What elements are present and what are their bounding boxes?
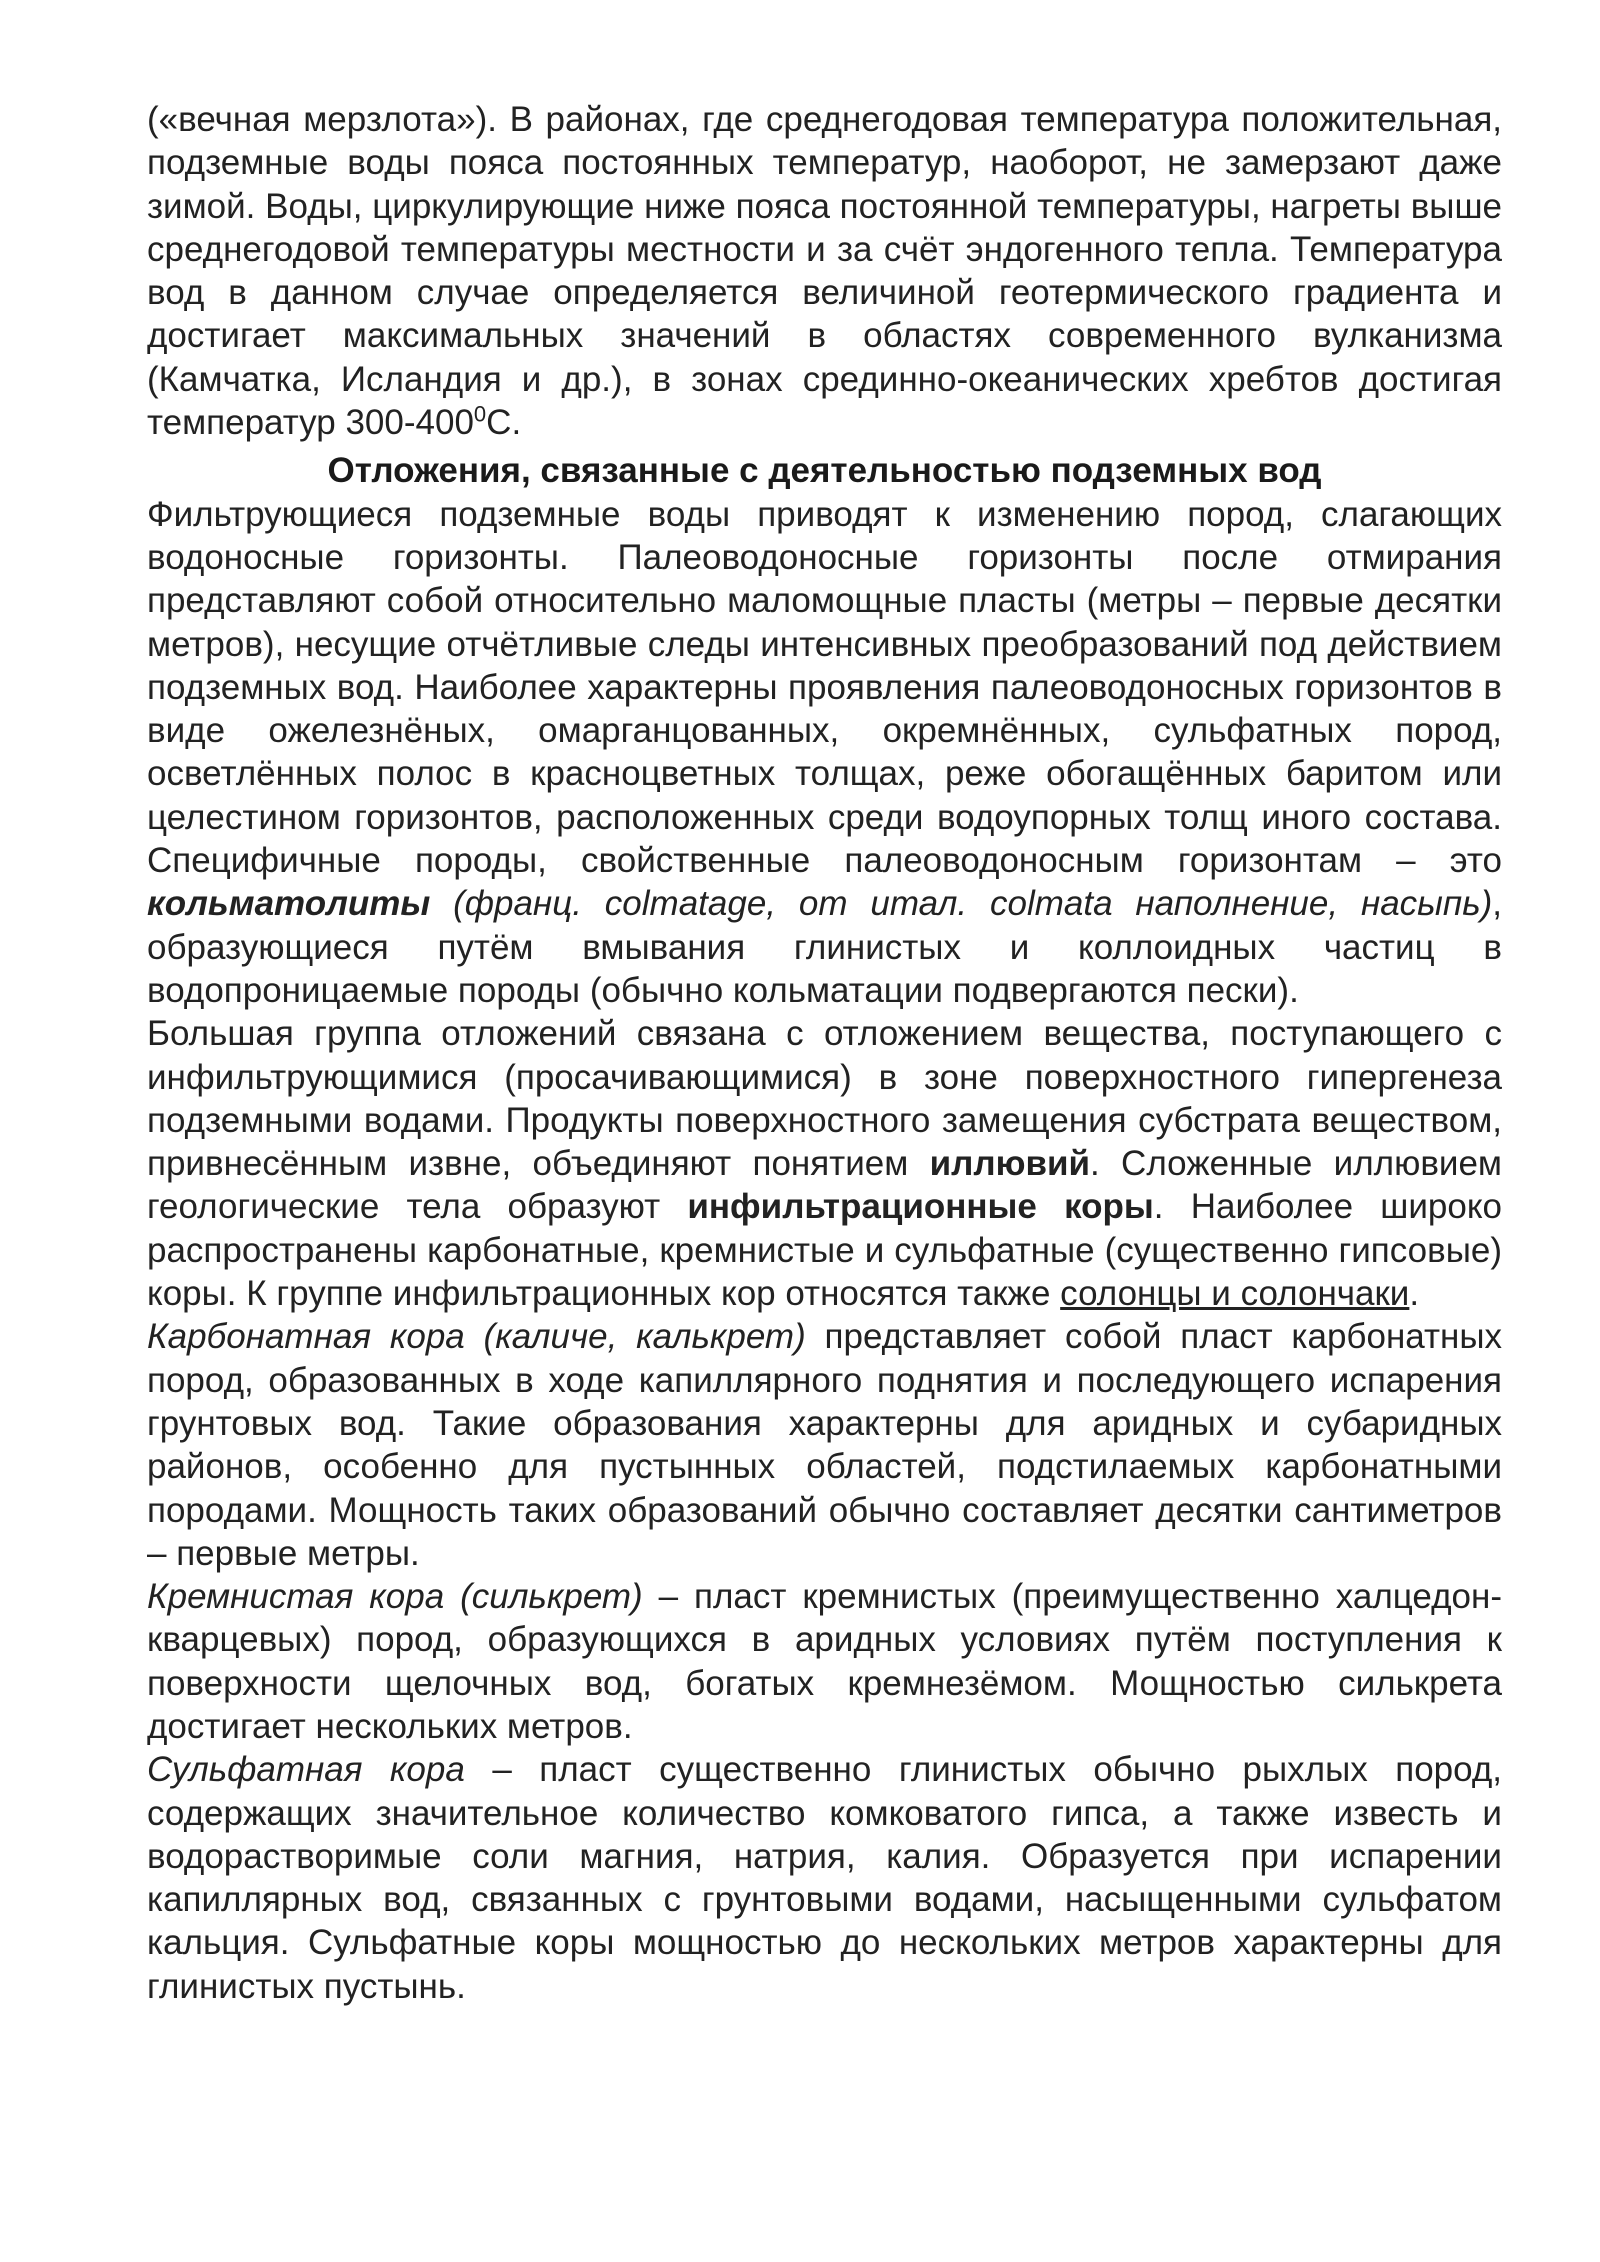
paragraph-permafrost-temperature [147,98,1502,444]
paragraph-text: («вечная мерзлота»). В районах, где среднегодовая температура положительная, подземные воды пояса постоянных температур, наоборот, не замерзают даже зимой. Воды, циркулирующие ниже пояса постоянной температуры, нагреты выше среднегодовой температуры местности и за счёт эндогенного тепла. Температура вод в данном случае определяется величиной геотермического градиента и достигает максимальных значений в областях современного вулканизма (Камчатка, Исландия и др.), в зонах срединно-океанических хребтов достигая температур 300-400 [147,100,1502,443]
term-carbonate-crust: Карбонатная кора (каличе, калькрет) [147,1317,806,1357]
paragraph-text: Фильтрующиеся подземные воды приводят к изменению пород, слагающих водоносные горизонты. Палеоводоносные горизонты после отмирания представляют собой относительно маломощные пласты (метры – первые десятки метров), несущие отчётливые следы интенсивных преобразований под действием подземных вод. Наиболее характерны проявления палеоводоносных горизонтов в виде ожелезнёных, омарганцованных, окремнённых, сульфатных пород, осветлённых полос в красноцветных толщах, реже обогащённых баритом или целестином горизонтов, расположенных среди водоупорных толщ иного состава. Специфичные породы, свойственные палеоводоносным горизонтам – это [147,494,1502,881]
paragraph-text: – пласт существенно глинистых обычно рыхлых пород, содержащих значительное количество комковатого гипса, а также известь и водорастворимые соли магния, натрия, калия. Образуется при испарении капиллярных вод, связанных с грунтовыми водами, насыщенными сульфатом кальция. Сульфатные коры мощностью до нескольких метров характерны для глинистых пустынь. [147,1750,1502,2006]
paragraph-text: . Сложенные иллювием геологические тела образуют [147,1144,1502,1227]
term-kolmatolity: кольматолиты [147,884,431,924]
document-page [147,98,1502,2008]
paragraph-sulfate-crust [147,1748,1502,2008]
paragraph-carbonate-crust [147,1315,1502,1575]
paragraph-text: Большая группа отложений связана с отложением вещества, поступающего с инфильтрующимися (просачивающимися) в зоне поверхностного гипергенеза подземными водами. Продукты поверхностного замещения субстрата веществом, привнесённым извне, объединяют понятием [147,1014,1502,1184]
paragraph-text: . [1409,1274,1420,1314]
paragraph-text: – пласт кремнистых (преимущественно халцедон-кварцевых) пород, образующихся в аридных условиях путём поступления к поверхности щелочных вод, богатых кремнезёмом. Мощностью силькрета достигает нескольких метров. [147,1577,1502,1746]
paragraph-silica-crust [147,1575,1502,1748]
term-illuvium: иллювий [929,1144,1091,1184]
paragraph-text: . Наиболее широко распространены карбонатные, кремнистые и сульфатные (существенно гипсовые) коры. К группе инфильтрационных кор относятся также [147,1187,1503,1314]
paragraph-infiltration [147,1012,1502,1315]
term-infiltration-crusts: инфильтрационные коры [687,1187,1154,1227]
paragraph-text-tail: С. [486,403,522,443]
link-solontsy-solonchaki[interactable]: солонцы и солончаки [1060,1274,1410,1314]
paragraph-text: представляет собой пласт карбонатных пород, образованных в ходе капиллярного поднятия и последующего испарения грунтовых вод. Такие образования характерны для аридных и субаридных районов, особенно для пустынных областей, подстилаемых карбонатными породами. Мощность таких образований обычно составляет десятки сантиметров – первые метры. [147,1317,1502,1573]
term-sulfate-crust: Сульфатная кора [147,1750,465,1790]
section-heading: Отложения, связанные с деятельностью подземных вод [327,451,1322,491]
paragraph-filtering-waters [147,493,1502,1013]
paragraph-text: , образующиеся путём вмывания глинистых и коллоидных частиц в водопроницаемые породы (обычно кольматации подвергаются пески). [147,884,1502,1010]
term-etymology: (франц. colmatage, от итал. colmata наполнение, насыпь) [430,884,1493,924]
degree-superscript: 0 [473,401,487,427]
term-silica-crust: Кремнистая кора (силькрет) [147,1577,643,1617]
